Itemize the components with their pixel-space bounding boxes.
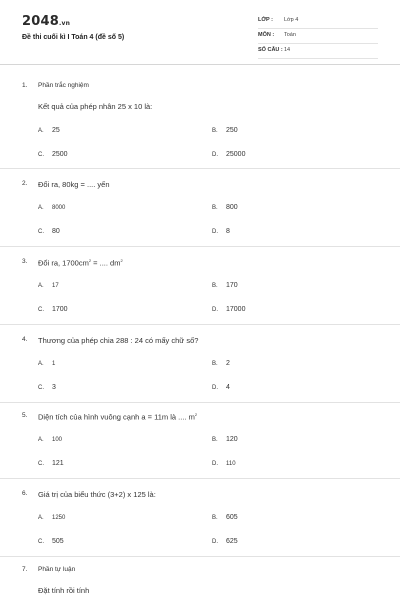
option-d[interactable]: D. 25000 (212, 151, 246, 158)
option-b[interactable]: B. 250 (212, 127, 238, 134)
option-d[interactable]: D. 110 (212, 461, 236, 467)
option-b[interactable]: B. 2 (212, 360, 230, 367)
question-text: Đổi ra, 80kg = .... yến (38, 180, 110, 189)
question-text: Đặt tính rồi tính (38, 586, 90, 595)
option-a[interactable]: A. 8000 (38, 205, 66, 211)
meta-class-row (258, 14, 378, 29)
question-divider (0, 478, 400, 479)
meta-subject-row (258, 29, 378, 44)
option-c[interactable]: C. 2500 (38, 151, 68, 158)
option-c[interactable]: C. 121 (38, 460, 64, 467)
question-text: Kết quả của phép nhân 25 x 10 là: (38, 102, 153, 111)
option-d[interactable]: D. 4 (212, 384, 230, 391)
option-c[interactable]: C. 505 (38, 538, 64, 545)
meta-class-value: Lớp 4 (284, 17, 299, 23)
option-b[interactable]: B. 800 (212, 204, 238, 211)
question-number: 3. (22, 258, 28, 265)
site-logo[interactable]: 2048.vn (22, 14, 71, 29)
meta-count-value: 14 (284, 47, 291, 53)
question-number: 6. (22, 490, 28, 497)
option-b[interactable]: B. 170 (212, 282, 238, 289)
question-number: 7. (22, 566, 28, 573)
exam-title: Đề thi cuối kì I Toán 4 (đề số 5) (22, 34, 125, 41)
question-text: Giá trị của biểu thức (3+2) x 125 là: (38, 490, 156, 499)
question-text: Thương của phép chia 288 : 24 có mấy chữ số? (38, 336, 199, 345)
option-c[interactable]: C. 3 (38, 384, 56, 391)
section-title: Phần tự luận (38, 566, 76, 573)
option-c[interactable]: C. 80 (38, 228, 60, 235)
question-text: Đổi ra, $1700cm^2$ = .... $dm^2$ (38, 258, 123, 268)
question-divider (0, 556, 400, 557)
option-d[interactable]: D. 17000 (212, 306, 246, 313)
option-d[interactable]: D. 625 (212, 538, 238, 545)
option-a[interactable]: A. 17 (38, 283, 59, 289)
option-b[interactable]: B. 120 (212, 436, 238, 443)
option-a[interactable]: A. 100 (38, 437, 63, 443)
question-divider (0, 324, 400, 325)
meta-subject-label: MÔN : (258, 32, 275, 38)
question-number: 1. (22, 82, 28, 89)
question-divider (0, 168, 400, 169)
option-b[interactable]: B. 605 (212, 514, 238, 521)
section-title: Phần trắc nghiệm (38, 82, 89, 89)
question-divider (0, 246, 400, 247)
meta-subject-value: Toán (284, 32, 296, 38)
header-divider (0, 64, 400, 65)
option-a[interactable]: A. 1250 (38, 515, 66, 521)
option-c[interactable]: C. 1700 (38, 306, 68, 313)
option-a[interactable]: A. 1 (38, 361, 56, 367)
exam-header (0, 0, 400, 66)
meta-count-label: SỐ CÂU : (258, 47, 283, 53)
question-number: 2. (22, 180, 28, 187)
question-number: 5. (22, 412, 28, 419)
option-d[interactable]: D. 8 (212, 228, 230, 235)
meta-class-label: LỚP : (258, 17, 273, 23)
option-a[interactable]: A. 25 (38, 127, 60, 134)
question-text: Diện tích của hình vuông cạnh a = 11m là .... $m^2$ (38, 412, 198, 422)
question-number: 4. (22, 336, 28, 343)
question-divider (0, 402, 400, 403)
meta-count-row (258, 44, 378, 59)
